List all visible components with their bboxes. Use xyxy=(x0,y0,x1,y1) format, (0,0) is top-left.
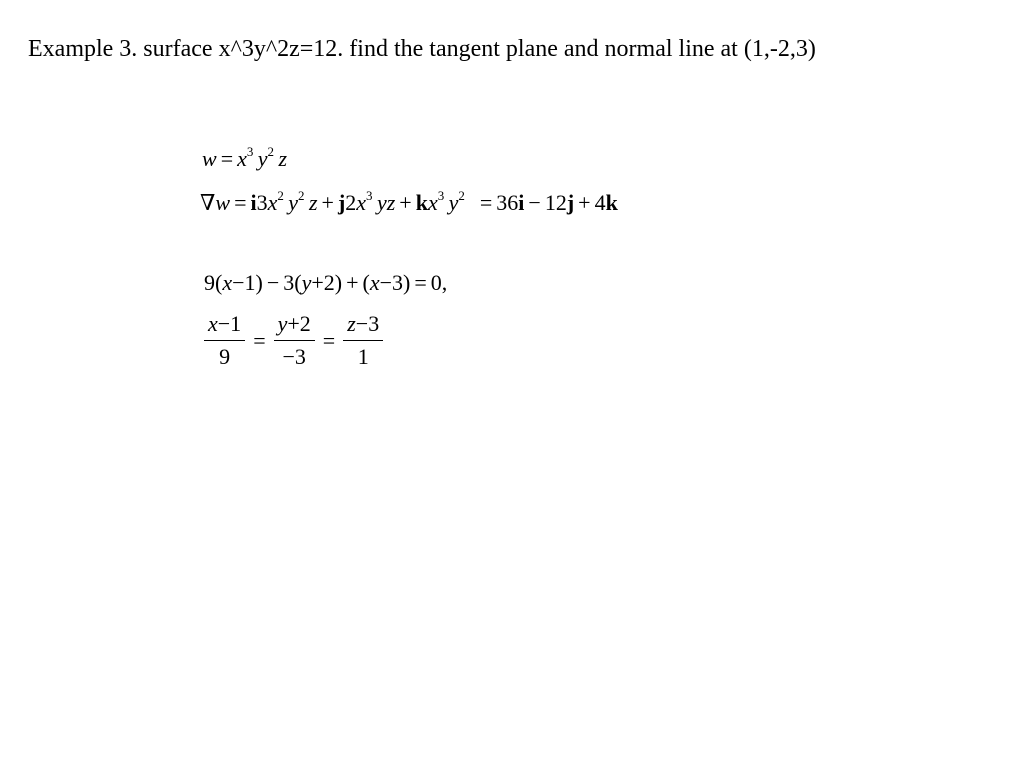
plus-sign: + xyxy=(346,270,359,295)
denominator: 1 xyxy=(357,344,369,369)
exponent: 3 xyxy=(366,188,373,203)
fraction-z xyxy=(343,311,383,370)
numerator xyxy=(343,311,383,341)
fraction-y xyxy=(274,311,315,370)
unit-vector-i: i xyxy=(518,190,525,215)
term: +2) xyxy=(311,270,343,295)
var-z: z xyxy=(347,311,356,336)
coefficient: 12 xyxy=(544,190,567,215)
equation-gradient xyxy=(200,190,618,216)
var-x: x xyxy=(356,190,367,215)
exponent: 2 xyxy=(267,144,275,159)
equals-sign: = xyxy=(220,146,234,171)
var-w: w xyxy=(202,146,217,171)
unit-vector-k: k xyxy=(415,190,428,215)
exponent: 3 xyxy=(437,188,445,203)
var-x: x xyxy=(222,270,233,295)
plus-sign: + xyxy=(399,190,412,215)
var-w: w xyxy=(215,190,231,215)
unit-vector-j: j xyxy=(566,190,575,215)
var-z: z xyxy=(278,146,288,171)
var-yz: yz xyxy=(376,190,396,215)
plus-sign: + xyxy=(578,190,591,215)
unit-vector-j: j xyxy=(337,190,346,215)
denominator: −3 xyxy=(282,344,306,369)
plus-sign: + xyxy=(321,190,334,215)
var-y: y xyxy=(257,146,268,171)
var-y: y xyxy=(288,190,299,215)
var-y: y xyxy=(301,270,312,295)
var-x: x xyxy=(427,190,438,215)
term: −1) xyxy=(232,270,263,295)
equals-sign: = xyxy=(479,190,493,215)
coefficient: 2 xyxy=(345,190,357,215)
fraction-x xyxy=(204,311,245,370)
nabla-symbol: ∇ xyxy=(200,190,216,215)
equals-sign: = xyxy=(322,327,336,353)
term: −1 xyxy=(217,311,242,336)
numerator xyxy=(204,311,245,341)
equals-sign: = xyxy=(253,327,266,353)
exponent: 3 xyxy=(246,144,254,159)
var-y: y xyxy=(277,311,288,336)
term: 3( xyxy=(283,270,302,295)
minus-sign: − xyxy=(266,270,280,295)
equation-normal-line xyxy=(204,311,383,370)
denominator: 9 xyxy=(219,344,231,369)
coefficient: 4 xyxy=(594,190,606,215)
equals-sign: = xyxy=(234,190,247,215)
var-x: x xyxy=(208,311,218,336)
coefficient: 3 xyxy=(256,190,268,215)
minus-sign: − xyxy=(528,190,541,215)
term: −3 xyxy=(355,311,380,336)
term: −3) xyxy=(379,270,411,295)
numerator xyxy=(274,311,315,341)
var-y: y xyxy=(448,190,459,215)
unit-vector-k: k xyxy=(605,190,618,215)
unit-vector-i: i xyxy=(250,190,257,215)
term: +2 xyxy=(287,311,311,336)
var-x: x xyxy=(267,190,278,215)
var-x: x xyxy=(237,146,247,171)
equals-sign: = xyxy=(414,270,427,295)
term: 9( xyxy=(204,270,223,295)
term: ( xyxy=(362,270,370,295)
var-z: z xyxy=(308,190,318,215)
equation-tangent-plane xyxy=(204,270,447,296)
exponent: 2 xyxy=(277,188,284,203)
var-x: x xyxy=(369,270,380,295)
exponent: 2 xyxy=(458,188,465,203)
example-heading: Example 3. surface x^3y^2z=12. find the tangent plane and normal line at (1,-2,3) xyxy=(28,36,816,62)
coefficient: 36 xyxy=(496,190,519,215)
exponent: 2 xyxy=(298,188,305,203)
term: 0, xyxy=(430,270,448,295)
equation-w-definition xyxy=(202,146,287,172)
